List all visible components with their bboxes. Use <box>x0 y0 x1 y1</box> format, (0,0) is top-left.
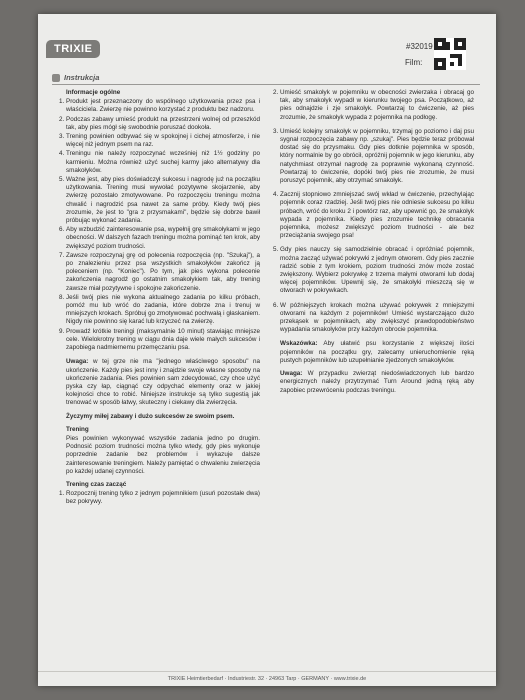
qr-code-icon <box>434 38 466 70</box>
general-list <box>56 98 260 352</box>
footer: TRIXIE Heimtierbedarf · Industriestr. 32 · 24963 Tarp · GERMANY · www.trixie.de <box>38 671 496 686</box>
section-title: Instrukcja <box>64 73 100 82</box>
list-item: 1. Produkt jest przeznaczony do wspólnego użytkowania przez psa i właściciela. Zwierzę nie powinno korzystać z produktu bez nadzoru. <box>66 98 260 114</box>
warning-text: W przypadku zwierząt niedoświadczonych lub bardzo energicznych należy przytrzymać Turn Around jedną ręką aby zapobiec przewróceniu podczas treningu. <box>280 370 475 394</box>
steps-list <box>270 89 474 334</box>
heading-start: Trening czas zacząć <box>66 480 127 488</box>
list-item: 1. Rozpocznij trening tylko z jednym pojemnikiem (usuń pozostałe dwa) bez pokrywy. <box>66 490 260 506</box>
list-item: 2. Umieść smakołyk w pojemniku w obecności zwierzaka i obracaj go tak, aby smakołyk wypadł w kierunku twojego psa. Początkowo, aż pies odnajdzie i zje smakołyk. Powtarzaj to ćwiczenie, aż pies zrozumie, że smakołyk wypada z pojemnika na podłogę. <box>280 89 474 122</box>
film-label: Film: <box>405 58 423 67</box>
closing-wish: Życzymy miłej zabawy i dużo sukcesów ze swoim psem. <box>66 412 235 420</box>
tip-label: Wskazówka: <box>280 340 318 348</box>
warning-label: Uwaga: <box>280 370 303 378</box>
left-column <box>56 89 260 508</box>
list-item: 3. Umieść kolejny smakołyk w pojemniku, trzymaj go poziomo i daj psu sygnał rozpoczęcia zabawy np. „szukaj". Pies będzie teraz próbował dostać się do przysmaku. Gdy pies dotknie pojemnika w sposób, który normalnie by go obrócił, opróżnij pojemnik w jego kierunku, aby natychmiast otrzymał nagrodę za poprawnie wykonaną czynność. Powtarzaj to ćwiczenie, dopóki twój pies nie zrozumie, że musi poruszyć pojemnik, aby otrzymać smakołyk. <box>280 128 474 185</box>
warning-text: w tej grze nie ma "jednego właściwego sposobu" na ukończenie. Każdy pies jest inny i znajdzie swoje własne sposoby na ukończenie zadania. Pies powinien sam zdecydować, czy chce użyć pyska czy łap, ciągnąć czy odpychać elementy oraz w jakiej kolejności chce to robić. Niniejsze instrukcje są tylko sugestią jak trenować w sposób łatwy, skuteczny i ciekawy dla zwierzęcia. <box>66 358 261 407</box>
list-item: 4. Treningu nie należy rozpoczynać wcześniej niż 1½ godziny po karmieniu. Można również użyć suchej karmy jako alternatywy dla smakołyków. <box>66 150 260 175</box>
instruction-sheet <box>38 14 496 686</box>
warning-note <box>56 358 260 407</box>
right-column <box>270 89 474 400</box>
list-item: 3. Trening powinien odbywać się w spokojnej i cichej atmosferze, i nie więcej niż jednym psem na raz. <box>66 133 260 149</box>
list-item: 6. Aby wzbudzić zainteresowanie psa, wypełnij grę smakołykami w jego obecności. W dalszych fazach treningu można pominąć ten krok, aby zwiększyć poziom trudności. <box>66 226 260 251</box>
heading-general: Informacje ogólne <box>66 89 121 96</box>
tip-note <box>270 340 474 365</box>
brand-logo: TRIXIE <box>46 40 100 58</box>
training-text: Pies powinien wykonywać wszystkie zadania jedno po drugim. Podnosić poziom trudności można tylko wtedy, gdy pies wykonuje poprzednie zadanie bez problemów i wykazuje dalsze zainteresowanie treningiem. Należy pamiętać o chwaleniu zwierzęcia po każdej udanej czynności. <box>66 434 260 475</box>
list-item: 8. Jeśli twój pies nie wykona aktualnego zadania po kilku próbach, pomóż mu lub wróć do zadania, które dobrze zna i trenuj w mniejszych krokach. Spróbuj go zmotywować pochwałą i głaskaniem. Nigdy nie powinno się karać lub krzyczeć na zwierzę. <box>66 294 260 327</box>
list-item: 7. Zawsze rozpoczynaj grę od polecenia rozpoczęcia (np. "Szukaj"), a po znalezieniu przez psa wszystkich smakołyków zakończ ją poleceniem (np. "Koniec"). Po tym, jak pies wykona polecenie zakończenia nagrodź go ostatnim smakołykiem tak, aby trening zawsze miał pozytywne i spokojne zakończenie. <box>66 252 260 293</box>
warning-label: Uwaga: <box>66 358 89 366</box>
list-item: 9. Prowadź krótkie treningi (maksymalnie 10 minut) stawiając mniejsze cele. Wielokrotny trening w ciągu dnia daje wiele małych sukcesów i zapobiega nadmiernemu przemęczaniu psa. <box>66 328 260 353</box>
list-item: 5. Ważne jest, aby pies doświadczył sukcesu i nagrodę już na początku użytkowania. Trening musi wywołać pozytywne skojarzenie, aby zwierzę pozostało zmotywowane. Po rozpoczęciu treningu można chwalić i nagrodzić psa nawet za same próby. Kiedy twój pies zrozumie, że jest to "gra z przysmakami", będzie się dobrze bawił próbując wykonać zadania. <box>66 176 260 225</box>
section-header <box>52 74 480 85</box>
product-code: #32019 <box>406 42 433 51</box>
header <box>38 14 496 80</box>
heading-training: Trening <box>66 425 89 433</box>
list-item: 6. W późniejszych krokach można używać pokrywek z mniejszymi otworami na każdym z pojemników! Umieść wystarczająco dużo przekąsek w pojemnikach, aby zwiększyć prawdopodobieństwo wypadania smakołyków przy każdym obrocie pojemnika. <box>280 302 474 335</box>
section-marker-icon <box>52 74 60 82</box>
list-item: 4. Zacznij stopniowo zmniejszać swój wkład w ćwiczenie, przechylając pojemnik coraz rzadziej. Jeśli twój pies nie odniesie sukcesu po kilku próbach, wróć do kroku 2 i powtórz raz, aby upewnić go, że smakołyk wypada z pojemnika. Kiedy pies zrozumie technikę obracania pojemnika, możesz zwiększyć poziom trudności - ale bez przeciążania swojego psa! <box>280 191 474 240</box>
warning-note-right <box>270 370 474 395</box>
tip-text: Aby ułatwić psu korzystanie z większej ilości pojemników na początku gry, zalecamy unieruchomienie ręką pustych pojemników lub uzupełnianie zjedzonych smakołyków. <box>280 340 474 364</box>
start-list <box>56 490 260 506</box>
list-item: 2. Podczas zabawy umieść produkt na przestrzeni wolnej od przeszkód tak, aby pies mógł się swobodnie poruszać dookoła. <box>66 116 260 132</box>
list-item: 5. Gdy pies nauczy się samodzielnie obracać i opróżniać pojemnik, można zacząć używać pokrywki z jednym otworem. Gdy pies zacznie radzić sobie z tym krokiem, poziom trudności znów może zostać zwiększony. Wybierz pokrywkę z trzema małymi otworami lub dodaj więcej pojemników. Upewnij się, że smakołyki mieszczą się w otworach w pokrywkach. <box>280 246 474 295</box>
